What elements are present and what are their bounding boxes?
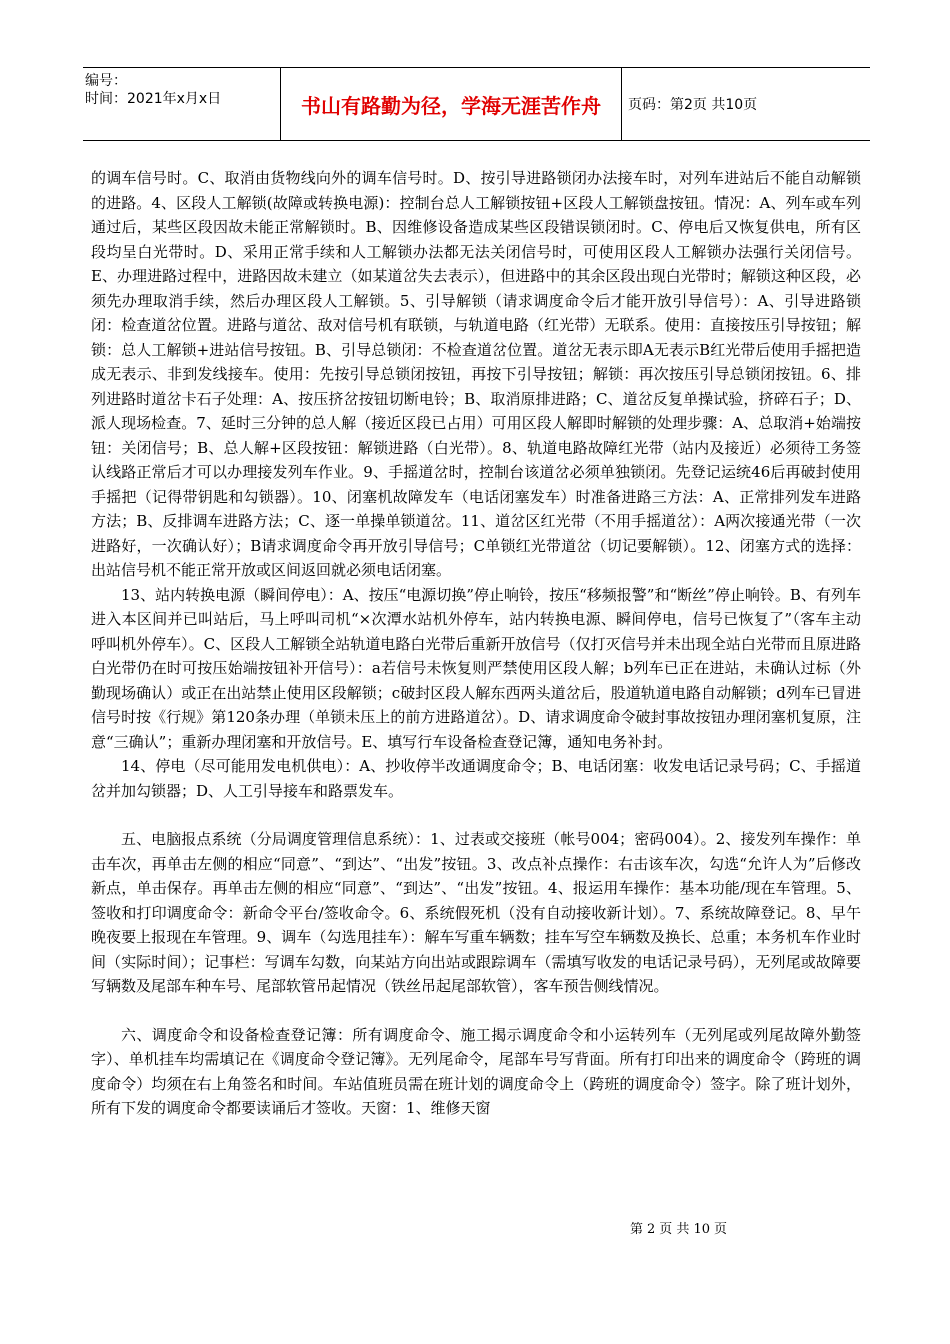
- footer-page-total: 10: [693, 1222, 710, 1237]
- paragraph: 14、停电（尽可能用发电机供电）：A、抄收停半改通调度命令；B、电话闭塞：收发电话记录号码；C、手摇道岔并加勾锁器；D、人工引导接车和路票发车。: [91, 757, 861, 800]
- header-page-info: 页码：第2页 共10页: [628, 97, 758, 113]
- header-meta: [83, 68, 281, 140]
- paragraph-gap: [91, 999, 861, 1023]
- footer-page-prefix: 第: [630, 1222, 644, 1237]
- time-label: 时间：2021年x月x日: [85, 91, 222, 107]
- paragraph: 六、调度命令和设备检查登记簿：所有调度命令、施工揭示调度命令和小运转列车（无列尾或列尾故障外勤签字）、单机挂车均需填记在《调度命令登记簿》。无列尾命令，尾部车号写背面。所有打印出来的调度命令（跨班的调度命令）均须在右上角签名和时间。车站值班员需在班计划的调度命令上（跨班的调度命令）签字。除了班计划外，所有下发的调度命令都要读诵后才签收。天窗：1、维修天窗: [91, 1025, 861, 1117]
- page-footer: [0, 1218, 950, 1237]
- footer-page-current: 2: [647, 1222, 656, 1237]
- paragraph-gap: [91, 803, 861, 827]
- document-body: [91, 166, 861, 1121]
- paragraph: 13、站内转换电源（瞬间停电）：A、按压“电源切换”停止响铃，按压“移频报警”和“断丝”停止响铃。B、有列车进入本区间并已叫站后，马上呼叫司机“×次潭水站机外停车，站内转换电源、瞬间停电，信号已恢复了”（客车主动呼叫机外停车）。C、区段人工解锁全站轨道电路白光带后重新开放信号（仅打灭信号并未出现全站白光带而且原进路白光带仍在时可按压始端按钮补开信号）：a若信号未恢复则严禁使用区段人解；b列车已正在进站，未确认过标（外勤现场确认）或正在出站禁止使用区段解锁；c破封区段人解东西两头道岔后，股道轨道电路自动解锁；d列车已冒进信号时按《行规》第120条办理（单锁未压上的前方进路道岔）。D、请求调度命令破封事故按钮办理闭塞机复原，注意“三确认”；重新办理闭塞和开放信号。E、填写行车设备检查登记簿，通知电务补封。: [91, 585, 861, 751]
- number-label: 编号：: [85, 73, 127, 89]
- paragraph: 五、电脑报点系统（分局调度管理信息系统）：1、过表或交接班（帐号004；密码004）。2、接发列车操作：单击车次，再单击左侧的相应“同意”、“到达”、“出发”按钮。3、改点补点操作：右击该车次，勾选“允许人为”后修改新点，单击保存。再单击左侧的相应“同意”、“到达”、“出发”按钮。4、报运用车操作：基本功能/现在车管理。5、签收和打印调度命令：新命令平台/签收命令。6、系统假死机（没有自动接收新计划）。7、系统故障登记。8、早午晚夜要上报现在车管理。9、调车（勾选甩挂车）：解车写重车辆数；挂车写空车辆数及换长、总重；本务机车作业时间（实际时间）；记事栏：写调车勾数，向某站方向出站或跟踪调车（需填写收发的电话记录号码），无列尾或故障要写辆数及尾部车种车号、尾部软管吊起情况（铁丝吊起尾部软管），客车预告侧线情况。: [91, 830, 862, 995]
- header-motto: 书山有路勤为径，学海无涯苦作舟: [281, 68, 622, 140]
- footer-page-suffix: 页: [713, 1222, 727, 1237]
- paragraph: 的调车信号时。C、取消由货物线向外的调车信号时。D、按引导进路锁闭办法接车时，对列车进站后不能自动解锁的进路。4、区段人工解锁(故障或转换电源)：控制台总人工解锁按钮+区段人工解锁盘按钮。情况：A、列车或车列通过后，某些区段因故未能正常解锁时。B、因维修设备造成某些区段错误锁闭时。C、停电后又恢复供电，所有区段均呈白光带时。D、采用正常手续和人工解锁办法都无法关闭信号时，可使用区段人工解锁办法强行关闭信号。E、办理进路过程中，进路因故未建立（如某道岔失去表示），但进路中的其余区段出现白光带时；解锁这种区段，必须先办理取消手续，然后办理区段人工解锁。5、引导解锁（请求调度命令后才能开放引导信号）：A、引导进路锁闭：检查道岔位置。进路与道岔、敌对信号机有联锁，与轨道电路（红光带）无联系。使用：直接按压引导按钮；解锁：总人工解锁+进站信号按钮。B、引导总锁闭：不检查道岔位置。道岔无表示即A无表示B红光带后使用手摇把造成无表示、非到发线接车。使用：先按引导总锁闭按钮，再按下引导按钮；解锁：再次按压引导总锁闭按钮。6、排列进路时道岔卡石子处理：A、按压挤岔按钮切断电铃；B、取消原排进路；C、道岔反复单操试验，挤碎石子；D、派人现场检查。7、延时三分钟的总人解（接近区段已占用）可用区段人解即时解锁的处理步骤：A、总取消+始端按钮：关闭信号；B、总人解+区段按钮：解锁进路（白光带）。8、轨道电路故障红光带（站内及接近）必须待工务签认线路正常后才可以办理接发列车作业。9、手摇道岔时，控制台该道岔必须单独锁闭。先登记运统46后再破封使用手摇把（记得带钥匙和勾锁器）。10、闭塞机故障发车（电话闭塞发车）时准备进路三方法：A、正常排列发车进路方法；B、反排调车进路方法；C、逐一单操单锁道岔。11、道岔区红光带（不用手摇道岔）：A两次接通光带（一次进路好，一次确认好）；B请求调度命令再开放引导信号；C单锁红光带道岔（切记要解锁）。12、闭塞方式的选择：出站信号机不能正常开放或区间返回就必须电话闭塞。: [91, 169, 861, 579]
- footer-page-middle: 页 共: [659, 1222, 690, 1237]
- page-header: [83, 67, 870, 141]
